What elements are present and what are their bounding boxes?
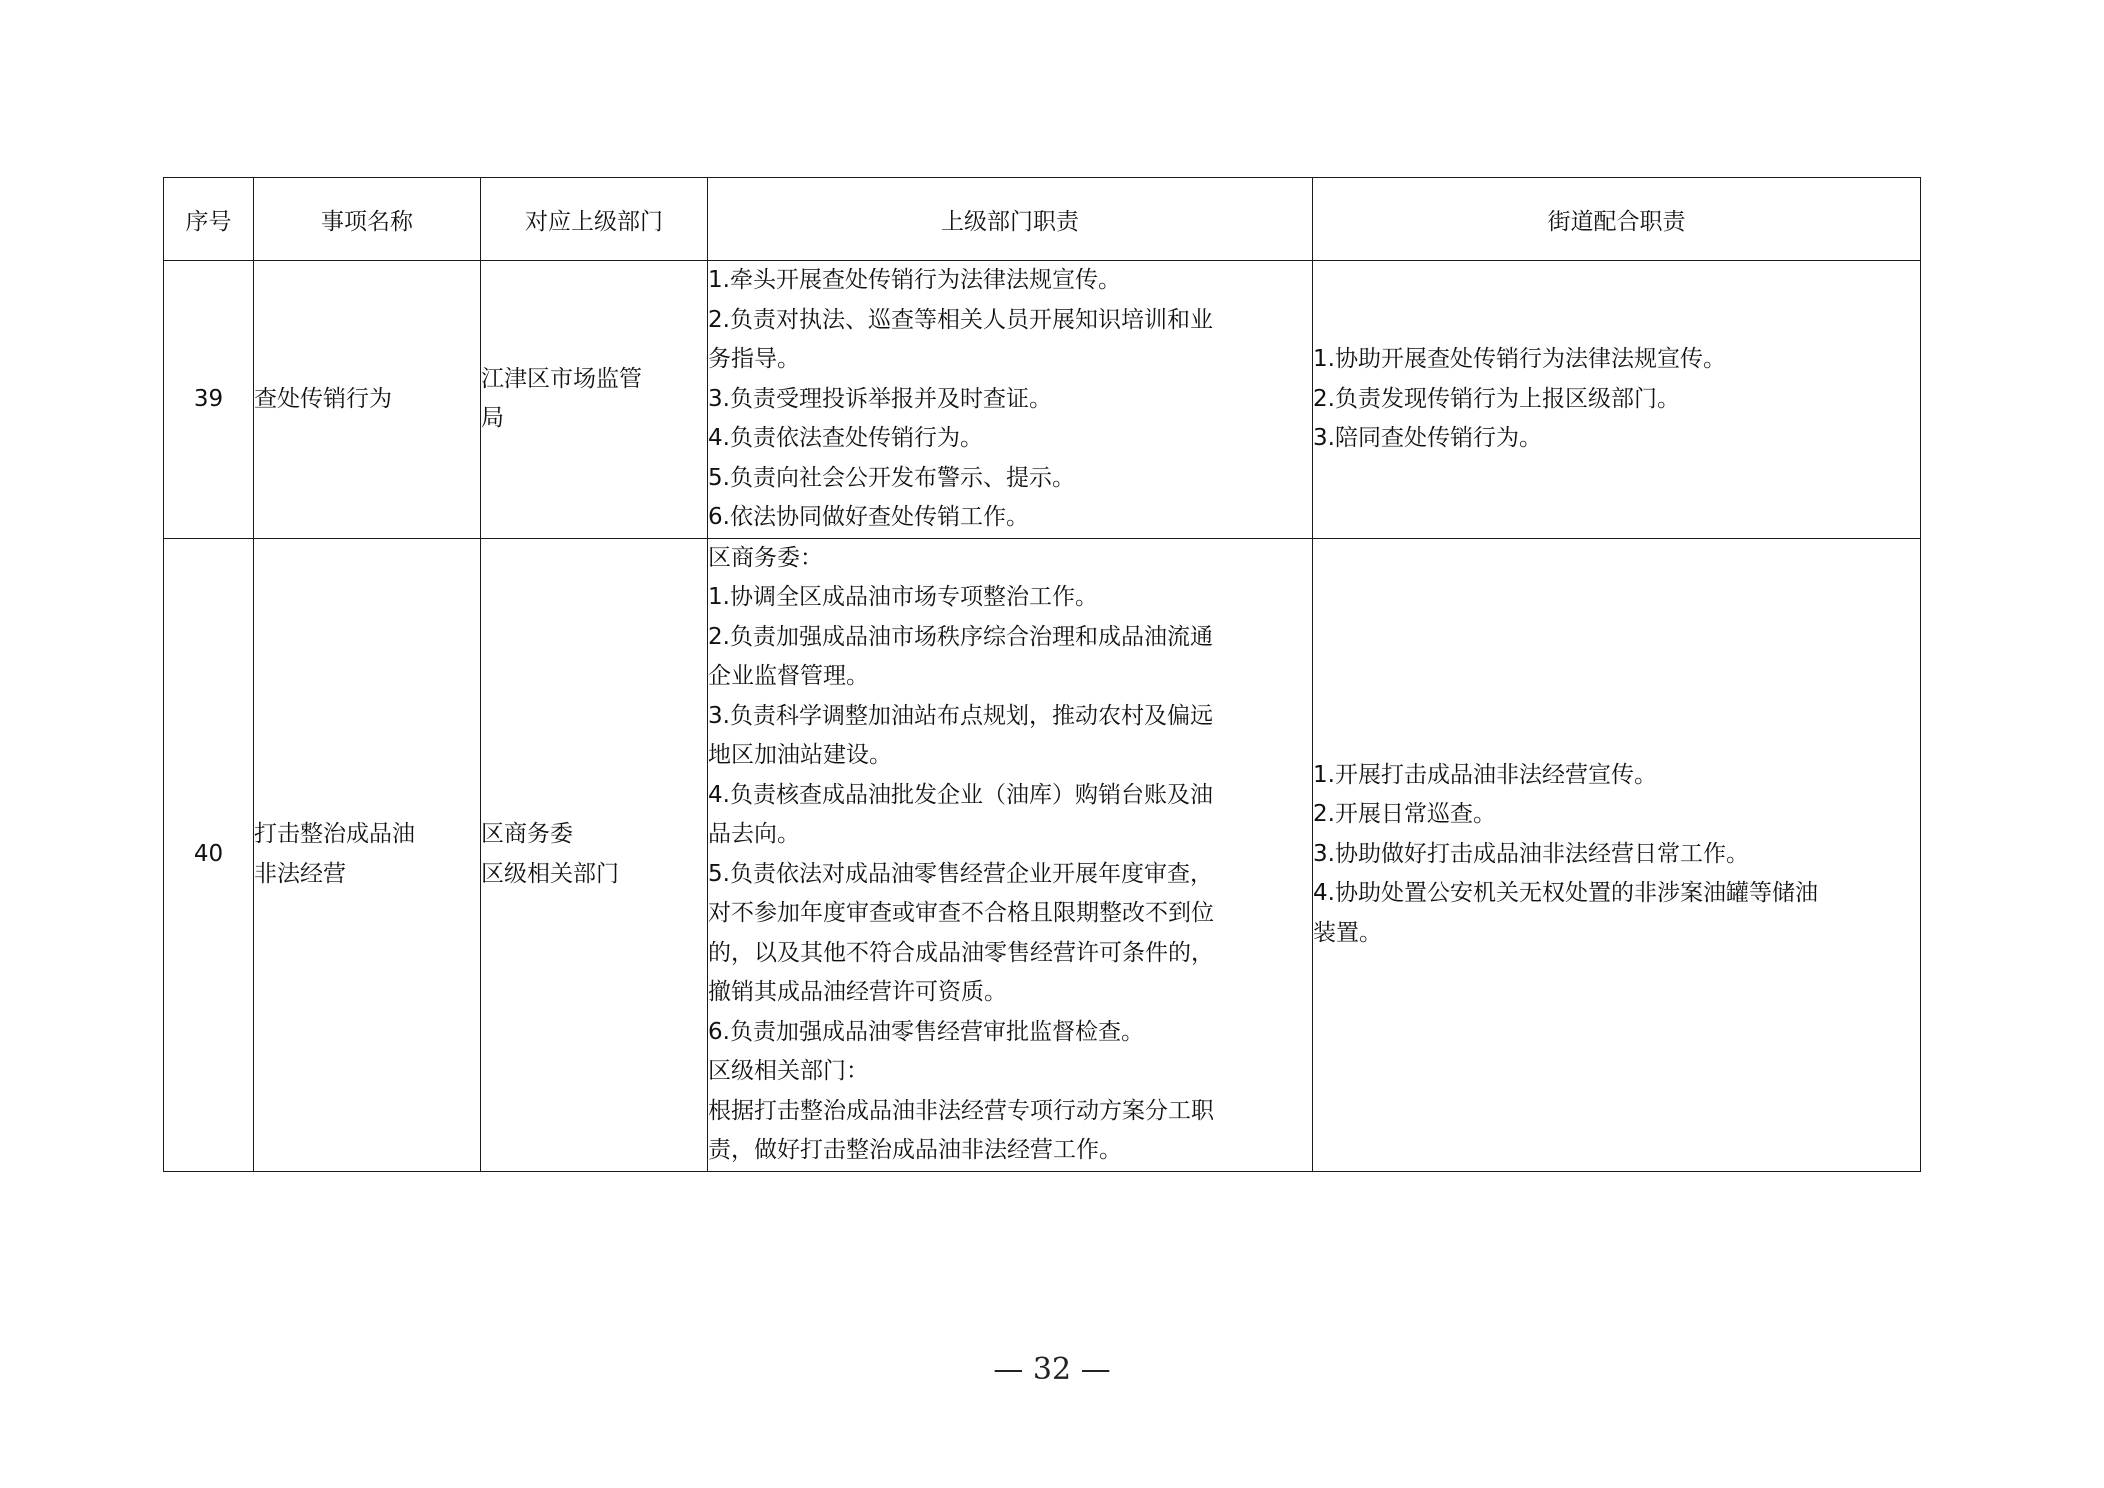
row-seq: 40 [164,538,254,1171]
street-duty-line: 2.开展日常巡查。 [1313,801,1496,828]
street-duty-line: 2.负责发现传销行为上报区级部门。 [1313,385,1680,412]
table-row [164,261,1921,539]
duty-line: 3.负责科学调整加油站布点规划，推动农村及偏远 [708,702,1213,729]
item-name-line: 非法经营 [254,860,346,887]
header-department: 对应上级部门 [481,178,708,261]
duty-line: 1.牵头开展查处传销行为法律法规宣传。 [708,267,1121,293]
duty-line: 区级相关部门： [708,1058,869,1084]
street-duty-line: 1.协助开展查处传销行为法律法规宣传。 [1313,346,1726,372]
street-duty-line: 1.开展打击成品油非法经营宣传。 [1313,761,1657,788]
header-seq: 序号 [164,178,254,261]
street-duty-line: 4.协助处置公安机关无权处置的非涉案油罐等储油 [1313,880,1818,907]
duty-line: 6.负责加强成品油零售经营审批监督检查。 [708,1018,1144,1045]
duty-line: 撤销其成品油经营许可资质。 [708,979,1007,1005]
street-duty-line: 3.协助做好打击成品油非法经营日常工作。 [1313,840,1749,867]
row-department [481,261,708,539]
item-name-line: 打击整治成品油 [254,821,415,847]
duty-line: 根据打击整治成品油非法经营专项行动方案分工职 [708,1097,1214,1124]
duty-line: 责，做好打击整治成品油非法经营工作。 [708,1137,1122,1163]
duty-line: 3.负责受理投诉举报并及时查证。 [708,385,1052,412]
row-item-name [254,261,481,539]
duty-line: 2.负责加强成品油市场秩序综合治理和成品油流通 [708,623,1213,650]
row-superior-duties [708,261,1313,539]
department-line: 区商务委 [481,821,573,847]
duties-table [163,177,1921,1172]
duty-line: 5.负责依法对成品油零售经营企业开展年度审查， [708,860,1213,887]
duty-line: 区商务委： [708,544,823,571]
street-duty-line: 装置。 [1313,919,1382,946]
duty-line: 5.负责向社会公开发布警示、提示。 [708,464,1075,491]
department-line: 局 [481,405,504,432]
page-number: — 32 — [993,1352,1111,1387]
row-street-duties [1313,538,1921,1171]
duty-line: 4.负责核查成品油批发企业（油库）购销台账及油 [708,781,1213,808]
header-superior-duties: 上级部门职责 [708,178,1313,261]
table-row [164,538,1921,1171]
duty-line: 的，以及其他不符合成品油零售经营许可条件的， [708,939,1214,966]
item-name-line: 查处传销行为 [254,385,392,412]
duty-line: 6.依法协同做好查处传销工作。 [708,504,1029,530]
row-superior-duties [708,538,1313,1171]
street-duty-line: 3.陪同查处传销行为。 [1313,425,1542,451]
row-department [481,538,708,1171]
department-line: 江津区市场监管 [481,365,642,392]
duty-line: 2.负责对执法、巡查等相关人员开展知识培训和业 [708,306,1213,333]
header-street-duties: 街道配合职责 [1313,178,1921,261]
row-item-name [254,538,481,1171]
row-seq: 39 [164,261,254,539]
duty-line: 地区加油站建设。 [708,742,892,768]
department-line: 区级相关部门 [481,860,619,887]
duty-line: 品去向。 [708,821,800,847]
header-item-name: 事项名称 [254,178,481,261]
duty-line: 务指导。 [708,346,800,372]
duty-line: 1.协调全区成品油市场专项整治工作。 [708,584,1098,610]
row-street-duties [1313,261,1921,539]
duty-line: 对不参加年度审查或审查不合格且限期整改不到位 [708,900,1214,926]
duty-line: 4.负责依法查处传销行为。 [708,425,983,451]
duty-line: 企业监督管理。 [708,663,869,689]
table-header-row [164,178,1921,261]
